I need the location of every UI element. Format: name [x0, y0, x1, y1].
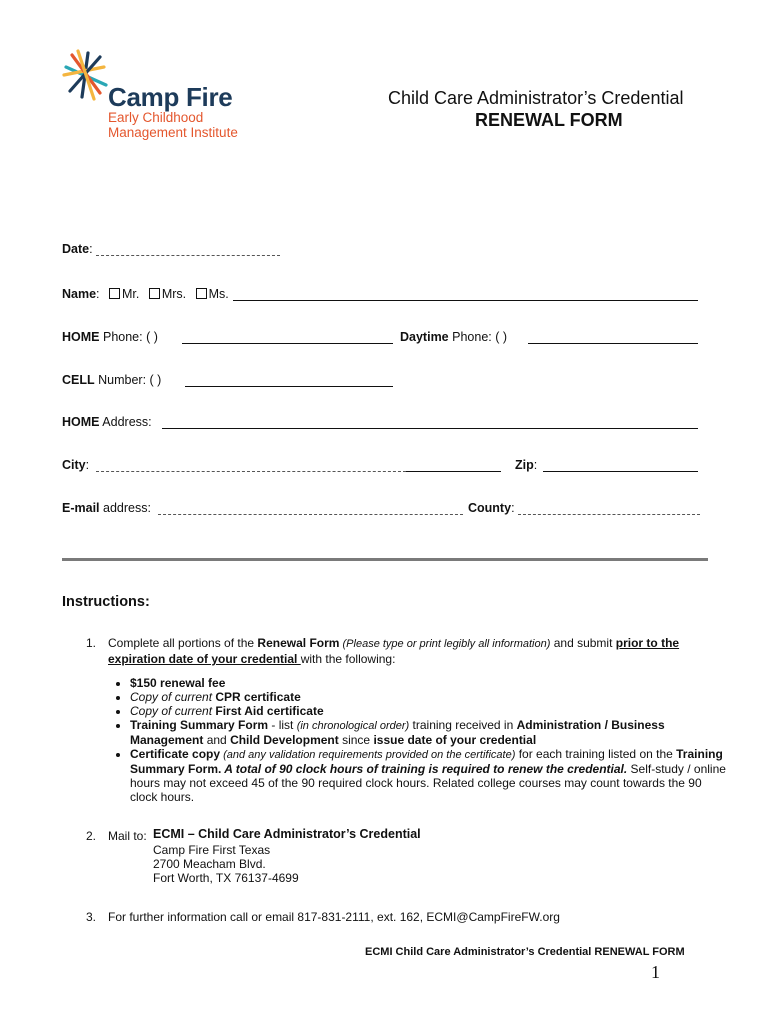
name-field[interactable] — [233, 300, 698, 301]
logo-brand-name: Camp Fire — [108, 82, 233, 112]
cell-number-label: CELL Number: ( ) — [62, 373, 162, 387]
item1-text: Complete all portions of the Renewal Form (Please type or print legibly all information) and submit prior to the expiration date of your credential with the following: — [108, 636, 680, 666]
mail-to-label: Mail to: — [108, 829, 147, 843]
email-field[interactable] — [158, 514, 463, 515]
item1-number: 1. — [86, 636, 97, 650]
mrs-option-label: Mrs. — [161, 287, 187, 301]
list-item: • Certificate copy (and any validation requirements provided on the certificate) for each training listed on the Training Summary Form. A total of 90 clock hours of training is required to renew the credential. Self-study / online hours may not exceed 45 of the 90 required clock hours. Related college courses may count towards the 90 clock hours. — [130, 747, 730, 804]
mail-address-line3: Fort Worth, TX 76137-4699 — [153, 871, 299, 885]
cell-number-field[interactable] — [185, 386, 393, 387]
requirements-list — [118, 676, 730, 804]
item2-number: 2. — [86, 829, 97, 843]
date-label: Date: — [62, 242, 93, 256]
zip-label: Zip: — [515, 458, 538, 472]
mail-recipient: ECMI – Child Care Administrator’s Credential — [153, 827, 421, 841]
county-label: County: — [468, 501, 515, 515]
list-item: • Copy of current First Aid certificate — [130, 704, 730, 718]
daytime-phone-field[interactable] — [528, 343, 698, 344]
county-field[interactable] — [518, 514, 700, 515]
city-label: City: — [62, 458, 90, 472]
home-phone-field[interactable] — [182, 343, 393, 344]
list-item: • $150 renewal fee — [130, 676, 730, 690]
list-item: • Copy of current CPR certificate — [130, 690, 730, 704]
ms-checkbox[interactable] — [196, 288, 207, 299]
document-title: Child Care Administrator’s Credential — [388, 88, 684, 108]
city-field[interactable] — [96, 471, 406, 472]
mr-option-label: Mr. — [122, 287, 140, 301]
page-number: 1 — [651, 962, 660, 982]
contact-info-text: For further information call or email 817-831-2111, ext. 162, ECMI@CampFireFW.org — [108, 910, 560, 924]
home-address-label: HOME Address: — [62, 415, 152, 429]
section-divider — [62, 558, 708, 561]
list-item: • Training Summary Form - list (in chronological order) training received in Administration / Business Management and Child Development since issue date of your credential — [130, 718, 730, 747]
page-footer: ECMI Child Care Administrator’s Credential RENEWAL FORM — [365, 946, 685, 958]
item3-number: 3. — [86, 910, 97, 924]
zip-field[interactable] — [543, 471, 698, 472]
city-field-extension[interactable] — [406, 471, 501, 472]
date-field[interactable] — [96, 255, 280, 256]
name-label: Name: Mr. Mrs. Ms. — [62, 287, 229, 301]
logo-subtitle-line1: Early Childhood — [108, 110, 204, 125]
mail-address-line2: 2700 Meacham Blvd. — [153, 857, 266, 871]
email-label: E-mail address: — [62, 501, 151, 515]
document-subtitle: RENEWAL FORM — [475, 110, 623, 130]
logo-subtitle-line2: Management Institute — [108, 125, 238, 140]
home-address-field[interactable] — [162, 428, 698, 429]
instructions-heading: Instructions: — [62, 594, 150, 610]
camp-fire-logo-icon — [60, 45, 110, 105]
mail-address-line1: Camp Fire First Texas — [153, 843, 271, 857]
home-phone-label: HOME Phone: ( ) — [62, 330, 158, 344]
daytime-phone-label: Daytime Phone: ( ) — [400, 330, 508, 344]
ms-option-label: Ms. — [208, 287, 229, 301]
mrs-checkbox[interactable] — [149, 288, 160, 299]
mr-checkbox[interactable] — [109, 288, 120, 299]
